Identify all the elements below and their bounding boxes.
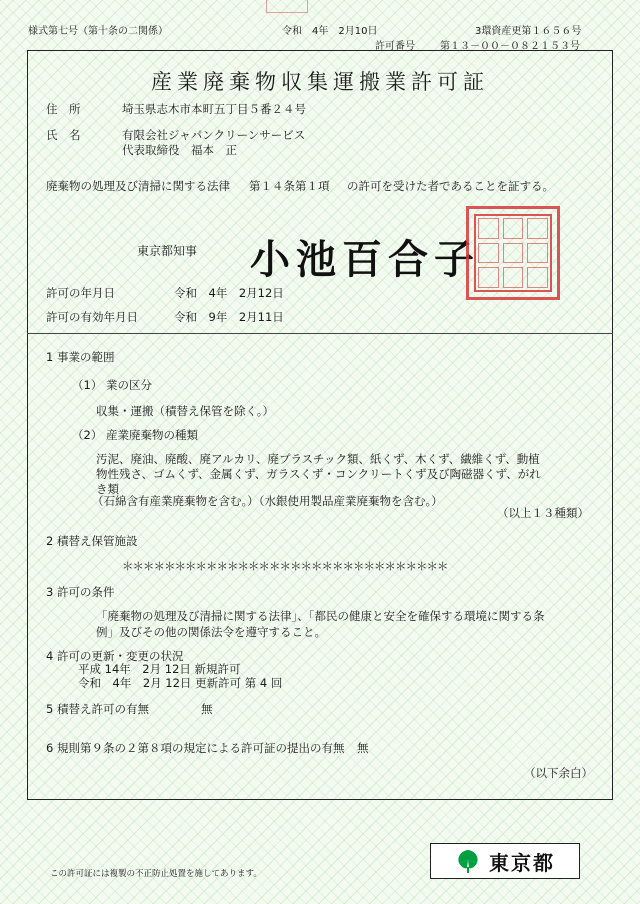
conditions-line-1: 「廃棄物の処理及び清掃に関する法律」、「都民の健康と安全を確保する環境に関する条 bbox=[96, 609, 545, 623]
expiry-value: 令和 9年 2月11日 bbox=[174, 310, 284, 324]
law-name: 廃棄物の処理及び清掃に関する法律 bbox=[46, 179, 230, 193]
waste-types-count: （以上１３種類） bbox=[497, 506, 589, 520]
company-name: 有限会社ジャパンクリーンサービス bbox=[122, 128, 306, 142]
section-2-stars: ＊＊＊＊＊＊＊＊＊＊＊＊＊＊＊＊＊＊＊＊＊＊＊＊＊＊＊＊＊＊＊ bbox=[122, 559, 448, 573]
section-6-value: 無 bbox=[357, 741, 369, 755]
permit-date-label: 許可の年月日 bbox=[46, 286, 115, 300]
renewal-line-1: 平成 14年 2月 12日 新規許可 bbox=[78, 662, 241, 676]
permit-number-label: 許可番号 bbox=[375, 41, 415, 52]
issue-number: 3環資産更第１６５６号 bbox=[475, 26, 582, 37]
governor-title: 東京都知事 bbox=[137, 244, 198, 258]
section-1-sub1-title: （1） 業の区分 bbox=[72, 378, 152, 392]
representative-name: 代表取締役 福本 正 bbox=[122, 143, 237, 157]
section-divider bbox=[27, 333, 613, 334]
section-1-sub2-title: （2） 産業廃棄物の種類 bbox=[72, 428, 198, 442]
section-4-title: 4 許可の更新・変更の状況 bbox=[46, 649, 184, 663]
section-6-title: 6 規則第９条の２第８項の規定による許可証の提出の有無 bbox=[46, 741, 345, 755]
top-stamp-mark bbox=[266, 0, 308, 13]
section-1-title: 1 事業の範囲 bbox=[46, 350, 115, 364]
law-article: 第１４条第１項 bbox=[249, 179, 330, 193]
conditions-line-2: 例」及びその他の関係法令を遵守すること。 bbox=[96, 625, 326, 639]
waste-types-line-2: 物性残さ、ゴムくず、金属くず、ガラスくず・コンクリートくず及び陶磁器くず、がれ bbox=[96, 467, 541, 481]
waste-types-line-3: き類 bbox=[96, 482, 119, 496]
governor-signature: 小池百合子 bbox=[250, 236, 480, 283]
waste-types-line-1: 汚泥、廃油、廃酸、廃アルカリ、廃プラスチック類、紙くず、木くず、繊維くず、動植 bbox=[96, 452, 540, 466]
tokyo-logo-text: 東京都 bbox=[489, 850, 555, 875]
law-statement-rest: の許可を受けた者であることを証する。 bbox=[347, 179, 554, 193]
section-3-title: 3 許可の条件 bbox=[46, 585, 115, 599]
name-label: 氏 名 bbox=[46, 128, 81, 142]
section-1-sub1-body: 収集・運搬（積替え保管を除く。） bbox=[96, 404, 275, 418]
permit-date-value: 令和 4年 2月12日 bbox=[174, 286, 284, 300]
governor-seal-icon bbox=[466, 206, 560, 300]
tokyo-ginkgo-icon bbox=[455, 848, 481, 874]
form-number: 様式第七号（第十条の二関係） bbox=[28, 26, 168, 37]
tokyo-logo bbox=[430, 843, 580, 879]
permit-number: 第１３－００－０８２１５３号 bbox=[440, 41, 580, 52]
section-2-title: 2 積替え保管施設 bbox=[46, 534, 138, 548]
section-5-title: 5 積替え許可の有無 bbox=[46, 702, 149, 716]
waste-types-line-4: （石綿含有産業廃棄物を含む。）（水銀使用製品産業廃棄物を含む。） bbox=[92, 494, 443, 508]
issue-date: 令和 4年 2月10日 bbox=[282, 26, 378, 37]
expiry-label: 許可の有効年月日 bbox=[46, 310, 138, 324]
address-value: 埼玉県志木市本町五丁目５番２４号 bbox=[122, 102, 306, 116]
end-of-text: （以下余白） bbox=[524, 766, 593, 780]
anti-copy-note: この許可証には複製の不正防止処置を施してあります。 bbox=[50, 869, 262, 879]
address-label: 住 所 bbox=[46, 102, 81, 116]
section-5-value: 無 bbox=[201, 702, 213, 716]
renewal-line-2: 令和 4年 2月 12日 更新許可 第 4 回 bbox=[78, 676, 283, 690]
page-title: 産業廃棄物収集運搬業許可証 bbox=[151, 70, 489, 94]
